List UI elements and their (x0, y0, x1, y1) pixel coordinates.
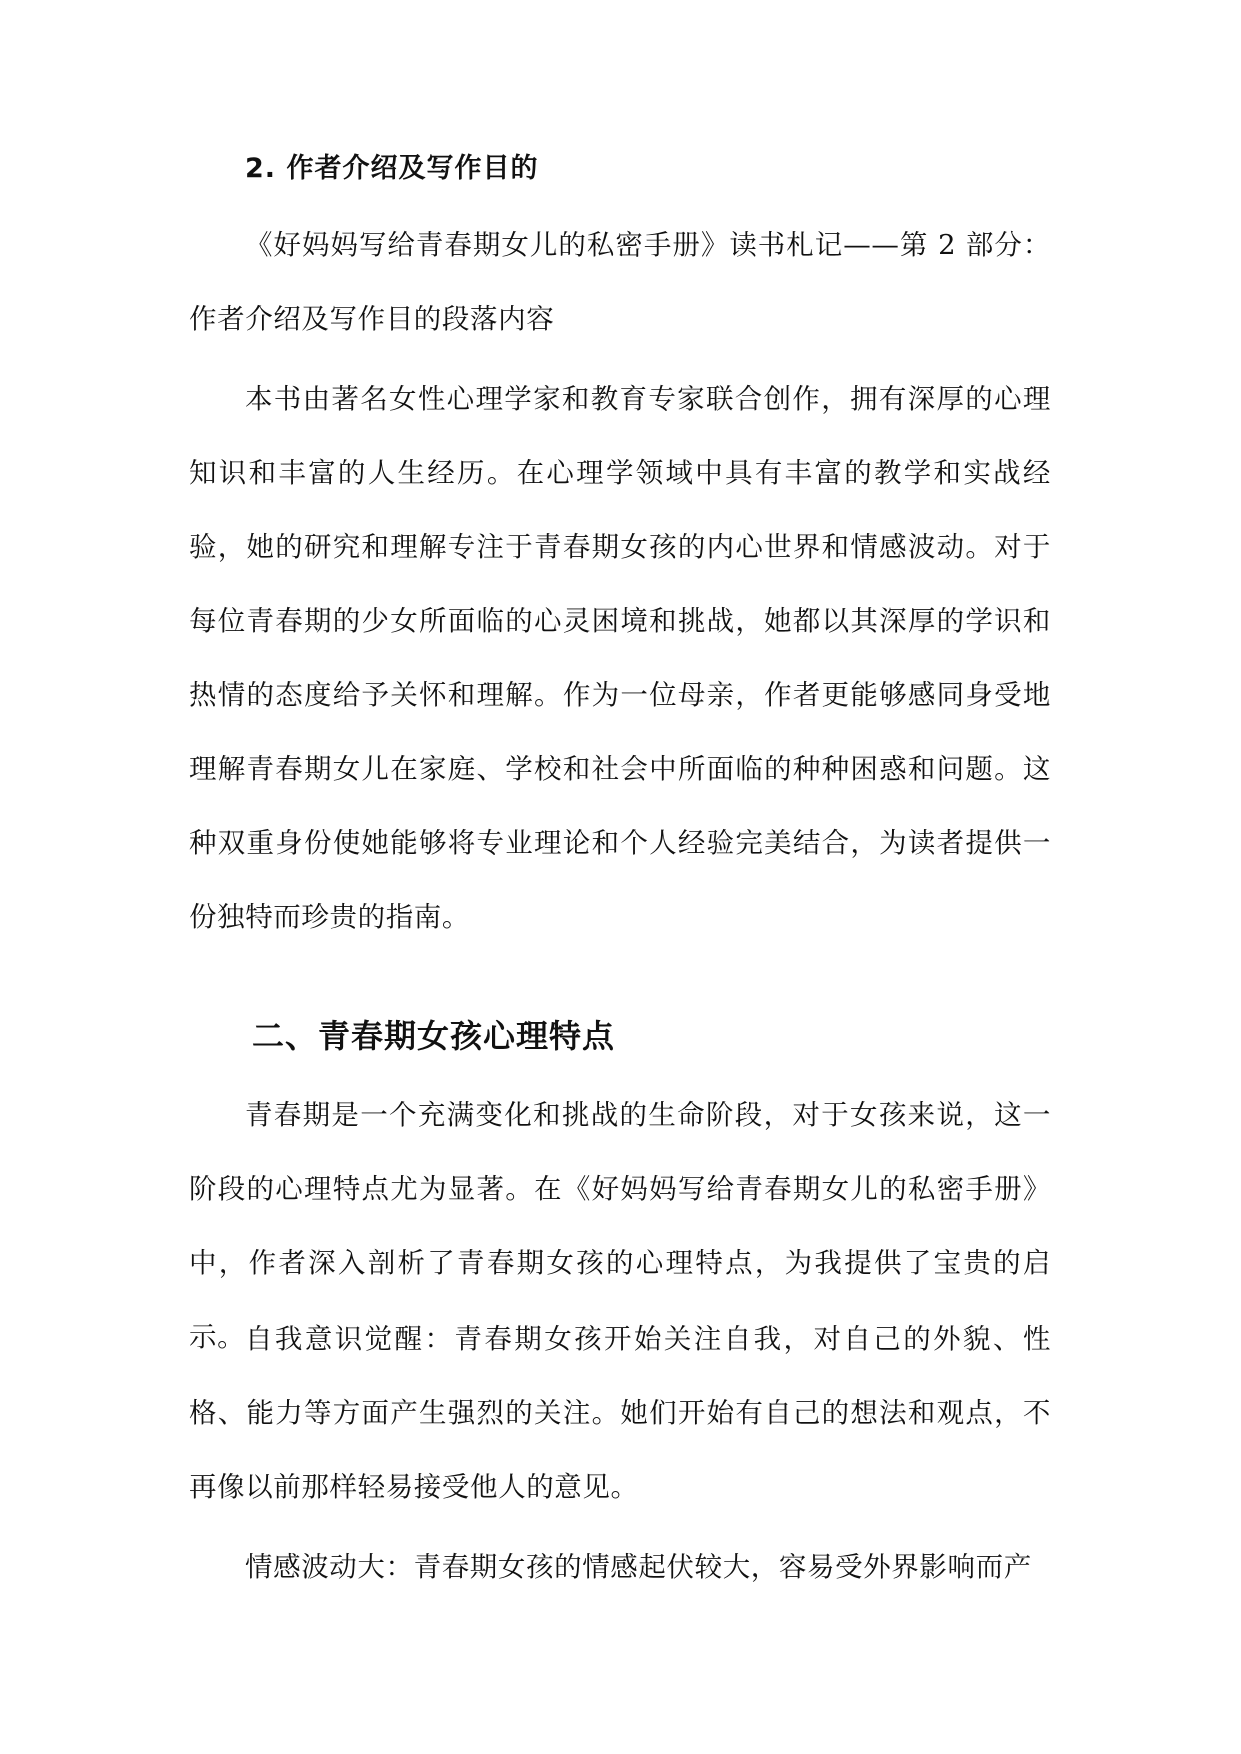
section-intro-paragraph: 青春期是一个充满变化和挑战的生命阶段，对于女孩来说，这一阶段的心理特点尤为显著。在《好妈妈写给青春期女儿的私密手册》中，作者深入剖析了青春期女孩的心理特点，为我提供了宝贵的启示。 (189, 1099, 1051, 1353)
author-paragraph: 本书由著名女性心理学家和教育专家联合创作，拥有深厚的心理知识和丰富的人生经历。在心理学领域中具有丰富的教学和实战经验，她的研究和理解专注于青春期女孩的内心世界和情感波动。对于每位青春期的少女所面临的心灵困境和挑战，她都以其深厚的学识和热情的态度给予关怀和理解。作为一位母亲，作者更能够感同身受地理解青春期女儿在家庭、学校和社会中所面临的种种困惑和问题。这种双重身份使她能够将专业理论和个人经验完美结合，为读者提供一份独特而珍贵的指南。 (189, 383, 1051, 933)
self-awareness-paragraph: 自我意识觉醒：青春期女孩开始关注自我，对自己的外貌、性格、能力等方面产生强烈的关注。她们开始有自己的想法和观点，不再像以前那样轻易接受他人的意见。 (189, 1323, 1051, 1503)
section-title: 二、青春期女孩心理特点 (252, 1017, 616, 1055)
emotion-paragraph: 情感波动大：青春期女孩的情感起伏较大，容易受外界影响而产 (245, 1551, 1032, 1583)
intro-paragraph: 《好妈妈写给青春期女儿的私密手册》读书札记——第 2 部分：作者介绍及写作目的段落内容 (189, 229, 1051, 335)
subsection-title: 2. 作者介绍及写作目的 (245, 153, 539, 184)
